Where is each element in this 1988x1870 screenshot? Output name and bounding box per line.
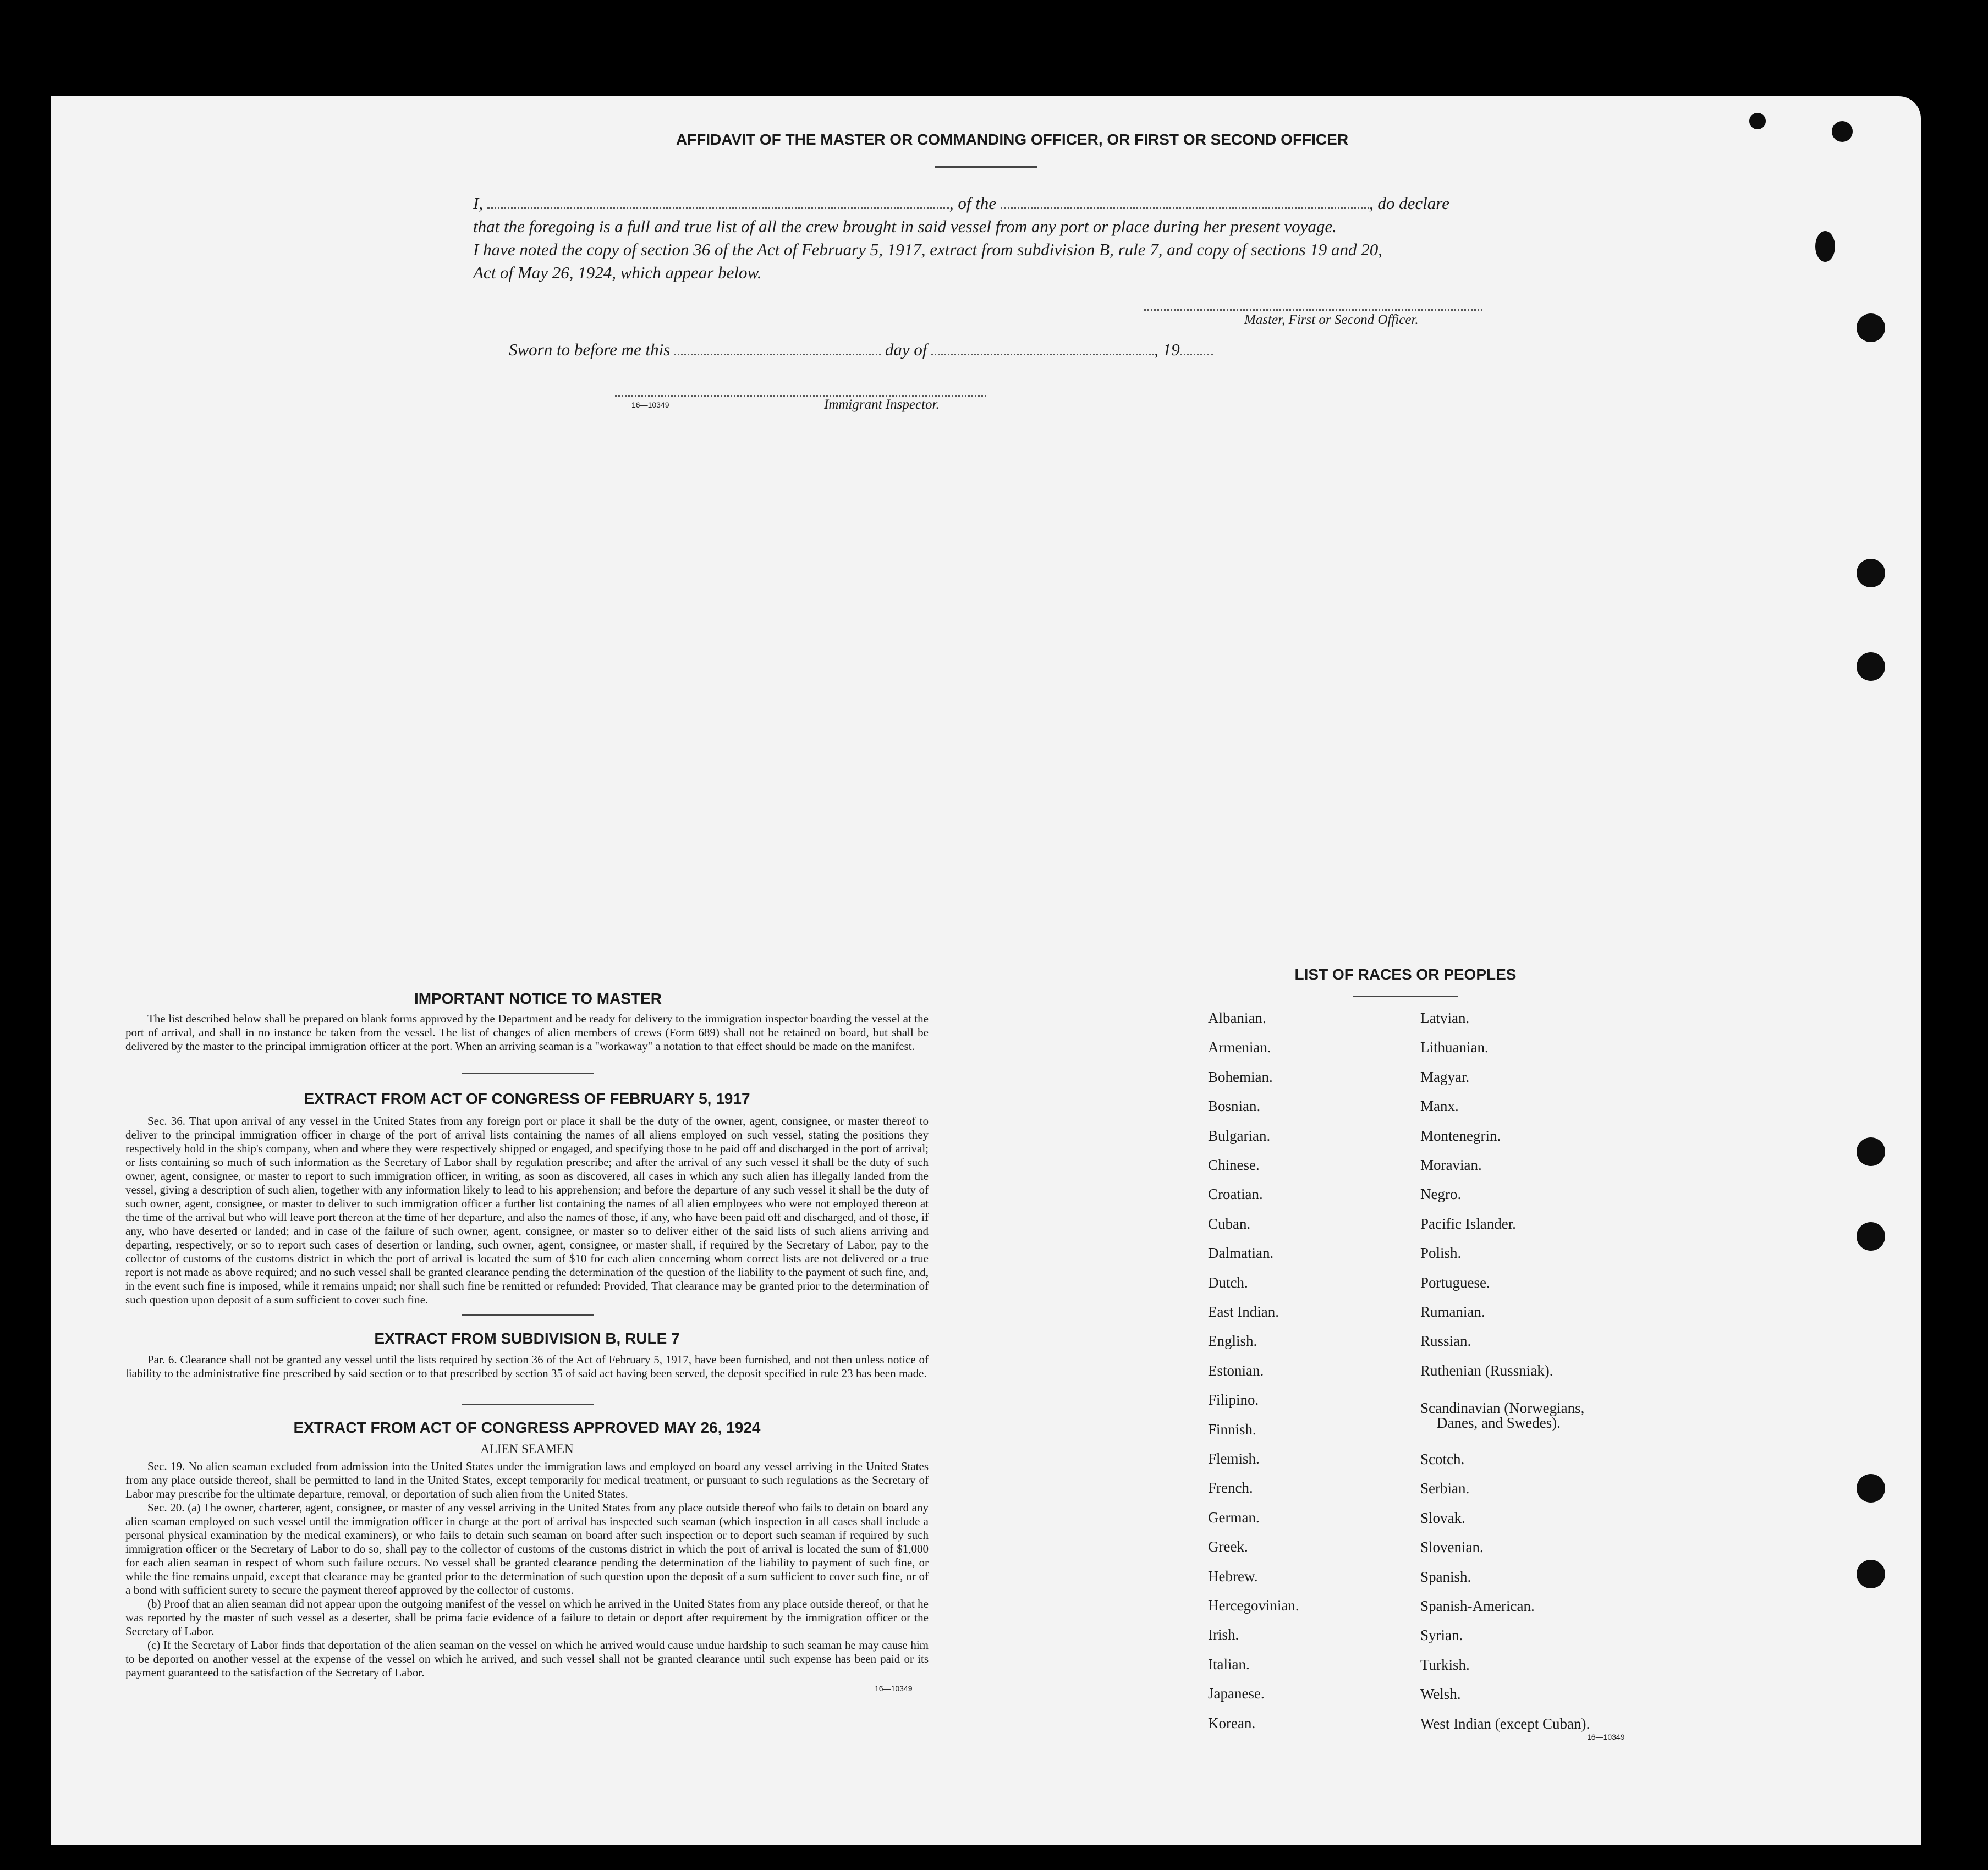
race-item: Negro. — [1420, 1186, 1462, 1203]
race-item: East Indian. — [1208, 1304, 1279, 1320]
race-item: German. — [1208, 1509, 1260, 1526]
race-item: Pacific Islander. — [1420, 1215, 1516, 1232]
notice-heading: IMPORTANT NOTICE TO MASTER — [414, 990, 662, 1007]
rule7-heading: EXTRACT FROM SUBDIVISION B, RULE 7 — [374, 1330, 680, 1347]
race-item: Lithuanian. — [1420, 1039, 1489, 1056]
binder-hole — [1749, 113, 1766, 129]
affidavit-declare: , do declare — [1369, 194, 1449, 213]
race-item: Spanish. — [1420, 1568, 1471, 1585]
race-item: Bohemian. — [1208, 1068, 1273, 1085]
race-item: Slovenian. — [1420, 1539, 1484, 1556]
extract-1924-text — [125, 1460, 929, 1680]
race-item: Ruthenian (Russniak). — [1420, 1362, 1553, 1379]
notice-text — [125, 1012, 929, 1053]
race-item: English. — [1208, 1333, 1257, 1350]
binder-hole — [1857, 314, 1885, 342]
race-item: Chinese. — [1208, 1157, 1260, 1173]
section-20a-paragraph: Sec. 20. (a) The owner, charterer, agent, consignee, or master of any vessel arriving in the United States from any place outside thereof who fails to detain on board any alien seaman employed on such vessel until the immigration officer in charge at the port of arrival has inspected such seaman (which inspection in all cases shall include a personal physical examination by the medical examiners), or who fails to detain such seaman on board after such inspection or to deport such seaman if required by such immigration officer or the Secretary of Labor to do so, shall pay to the collector of customs of the customs district in which the port of arrival is located the sum of $1,000 for each alien seaman in respect of whom such failure occurs. No vessel shall be granted clearance pending the determination of the liability to payment of such fine, or while the fine remains unpaid, except that clearance may be granted prior to the determination of such question upon the deposit of a sum sufficient to cover such fine, or of a bond with sufficient surety to secure the payment thereof approved by the collector of customs. — [125, 1501, 929, 1597]
race-item: Manx. — [1420, 1098, 1459, 1115]
race-item: Croatian. — [1208, 1186, 1263, 1203]
day-blank[interactable] — [674, 353, 881, 355]
alien-seamen-subheading: ALIEN SEAMEN — [480, 1442, 574, 1456]
month-blank[interactable] — [931, 353, 1154, 355]
race-item: Syrian. — [1420, 1627, 1463, 1644]
race-item: Portuguese. — [1420, 1274, 1490, 1291]
extract-1924-heading: EXTRACT FROM ACT OF CONGRESS APPROVED MAY 26, 1924 — [293, 1419, 761, 1436]
race-item: Latvian. — [1420, 1010, 1470, 1026]
race-item: Scandinavian (Norwegians, — [1420, 1400, 1585, 1416]
race-item: Irish. — [1208, 1626, 1239, 1643]
race-item: Rumanian. — [1420, 1304, 1485, 1320]
binder-hole — [1857, 559, 1885, 587]
binder-hole — [1857, 652, 1885, 681]
notice-paragraph: The list described below shall be prepared on blank forms approved by the Department and be ready for delivery to the immigration inspector boarding the vessel at the port of arrival, and shall in no instance be taken from the vessel. The list of changes of alien members of crews (Form 689) shall not be retained on board, but shall be delivered by the master to the principal immigration officer at the port. When an arriving seaman is a "workaway" a notation to that effect should be made on the manifest. — [125, 1012, 929, 1053]
inspector-signature-line[interactable] — [615, 395, 986, 397]
race-item: Japanese. — [1208, 1685, 1265, 1702]
name-blank[interactable] — [487, 207, 949, 209]
affidavit-heading: AFFIDAVIT OF THE MASTER OR COMMANDING OFFICER, OR FIRST OR SECOND OFFICER — [676, 131, 1349, 148]
paragraph-6: Par. 6. Clearance shall not be granted any vessel until the lists required by section 36 of the Act of February 5, 1917, have been furnished, and not then unless notice of liability to the administrative fine prescribed by said section or to that prescribed by section 35 of said act having been served, the deposit specified in rule 23 has been made. — [125, 1353, 929, 1380]
race-item: Filipino. — [1208, 1392, 1259, 1409]
affidavit-i: I, — [473, 194, 484, 213]
signature-label: Master, First or Second Officer. — [1244, 312, 1419, 327]
race-item: Cuban. — [1208, 1215, 1251, 1232]
races-heading: LIST OF RACES OR PEOPLES — [1294, 966, 1517, 983]
form-code: 16—10349 — [631, 400, 669, 409]
race-item: Montenegrin. — [1420, 1127, 1501, 1144]
extract-1917-heading: EXTRACT FROM ACT OF CONGRESS OF FEBRUARY 5, 1917 — [304, 1090, 750, 1107]
year-prefix: , 19 — [1154, 340, 1180, 359]
race-item: Bulgarian. — [1208, 1127, 1271, 1144]
section-19-paragraph: Sec. 19. No alien seaman excluded from admission into the United States under the immigration laws and employed on board any vessel arriving in the United States from any place outside thereof, shall be permitted to land in the United States, except temporarily for medical treatment, or pursuant to such regulations as the Secretary of Labor may prescribe for the ultimate departure, removal, or deportation of such alien from the United States. — [125, 1460, 929, 1500]
day-of-label: day of — [885, 340, 927, 359]
divider — [935, 166, 1037, 168]
race-item: Spanish-American. — [1420, 1598, 1535, 1614]
divider — [1353, 996, 1458, 997]
vessel-blank[interactable] — [1001, 207, 1369, 209]
section-36-paragraph: Sec. 36. That upon arrival of any vessel in the United States from any foreign port or place it shall be the duty of the owner, agent, consignee, or master thereof to deliver to the principal immigration officer in charge of the port of arrival lists containing the names of all aliens employed on such vessel, stating the positions they respectively hold in the ship's company, when and where they were respectively shipped or engaged, and specifying those to be paid off and discharged in the port of arrival; or lists containing so much of such information as the Secretary of Labor shall by regulation prescribe; and after the arrival of any such vessel it shall be the duty of such owner, agent, consignee, or master to report to such immigration officer, in writing, as soon as discovered, all cases in which any such alien has illegally landed from the vessel, giving a description of such alien, together with any information likely to lead to his apprehension; and before the departure of any such vessel it shall be the duty of such owner, agent, consignee, or master to deliver to such immigration officer a further list containing the names of all alien employees who were not employed thereon at the time of the arrival but who will leave port thereon at the time of her departure, and also the names of those, if any, who have been paid off and discharged, and of those, if any, who have deserted or landed; and in case of the failure of such owner, agent, consignee, or master so to deliver either of the said lists of such aliens arriving and departing, respectively, or so to report such cases of desertion or landing, such owner, agent, consignee, or master shall, if required by the Secretary of Labor, pay to the collector of customs of the customs district in which the port of arrival is located the sum of $10 for each alien concerning whom correct lists are not delivered or a true report is not made as above required; and no such vessel shall be granted clearance pending the determination of the question of the liability to the payment of such fine, and, in the event such fine is imposed, while it remains unpaid; nor shall such fine be remitted or refunded: Provided, That clearance may be granted prior to the determination of such question upon deposit of a sum sufficient to cover such fine. — [125, 1114, 929, 1306]
rule7-text — [125, 1353, 929, 1380]
sworn-label: Sworn to before me this — [509, 340, 671, 359]
section-20c-paragraph: (c) If the Secretary of Labor finds that deportation of the alien seaman on the vessel on which he arrived would cause undue hardship to such seaman he may cause him to be deported on another vessel at the expense of the vessel on which he arrived, and such vessel shall not be granted clearance until such expense has been paid or its payment guaranteed to the satisfaction of the Secretary of Labor. — [125, 1638, 929, 1679]
race-item: Armenian. — [1208, 1039, 1271, 1056]
affidavit-line1 — [473, 194, 1449, 213]
race-item: Turkish. — [1420, 1656, 1470, 1673]
race-item: Dalmatian. — [1208, 1245, 1274, 1262]
race-item: Magyar. — [1420, 1068, 1470, 1085]
form-code: 16—10349 — [1587, 1733, 1625, 1741]
race-item: Finnish. — [1208, 1421, 1256, 1438]
divider — [462, 1404, 594, 1405]
affidavit-line3: I have noted the copy of section 36 of the Act of February 5, 1917, extract from subdivision B, rule 7, and copy of sections 19 and 20, — [473, 240, 1383, 259]
section-20b-paragraph: (b) Proof that an alien seaman did not appear upon the outgoing manifest of the vessel on which he arrived in the United States from any place outside thereof, or that he was reported by the master of such vessel as a deserter, shall be prima facie evidence of a failure to detain or deport after requirement by the immigration officer or the Secretary of Labor. — [125, 1597, 929, 1638]
year-blank[interactable] — [1180, 353, 1213, 355]
affidavit-line2: that the foregoing is a full and true list of all the crew brought in said vessel from any port or place during her present voyage. — [473, 217, 1337, 236]
binder-hole — [1857, 1222, 1885, 1251]
race-item: West Indian (except Cuban). — [1420, 1715, 1590, 1732]
race-item: Serbian. — [1420, 1480, 1470, 1497]
race-item: Flemish. — [1208, 1450, 1260, 1467]
race-item: French. — [1208, 1480, 1253, 1497]
race-item: Korean. — [1208, 1714, 1256, 1731]
race-item: Polish. — [1420, 1245, 1462, 1262]
binder-hole — [1857, 1137, 1885, 1166]
affidavit-line4: Act of May 26, 1924, which appear below. — [473, 263, 762, 282]
race-item: Estonian. — [1208, 1362, 1264, 1379]
race-item: Greek. — [1208, 1538, 1248, 1555]
race-item: Dutch. — [1208, 1274, 1248, 1291]
divider — [462, 1072, 594, 1074]
race-item: Italian. — [1208, 1656, 1250, 1673]
affidavit-of-the: , of the — [949, 194, 997, 213]
inspector-label: Immigrant Inspector. — [824, 397, 940, 412]
binder-hole — [1815, 231, 1835, 262]
extract-1917-text — [125, 1114, 929, 1307]
race-item: Moravian. — [1420, 1157, 1482, 1173]
divider — [462, 1314, 594, 1316]
race-item: Danes, and Swedes). — [1437, 1415, 1561, 1431]
form-code: 16—10349 — [875, 1684, 913, 1693]
binder-hole — [1857, 1474, 1885, 1503]
binder-hole — [1857, 1560, 1885, 1588]
race-item: Scotch. — [1420, 1451, 1465, 1467]
race-item: Slovak. — [1420, 1509, 1465, 1526]
race-item: Hercegovinian. — [1208, 1597, 1299, 1614]
race-item: Albanian. — [1208, 1010, 1266, 1026]
race-item: Welsh. — [1420, 1686, 1461, 1703]
race-item: Hebrew. — [1208, 1568, 1258, 1585]
sworn-line — [509, 340, 1213, 360]
race-item: Russian. — [1420, 1333, 1471, 1350]
race-item: Bosnian. — [1208, 1098, 1261, 1115]
signature-line[interactable] — [1144, 309, 1482, 311]
binder-hole — [1832, 121, 1853, 142]
